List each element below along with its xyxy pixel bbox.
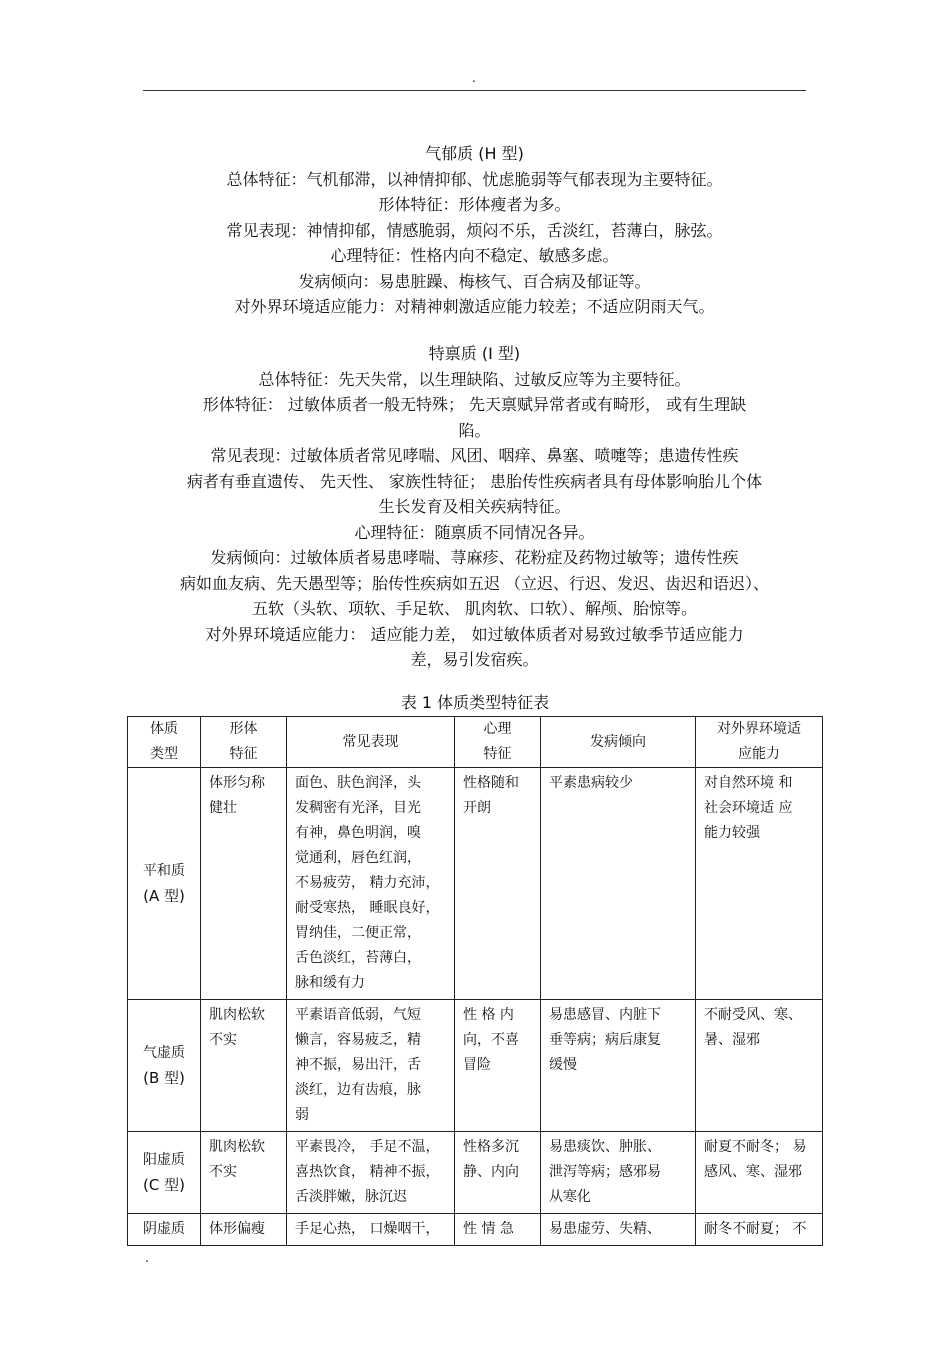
text-line: 对自然环境 和 <box>704 775 793 791</box>
psych-cell <box>455 768 541 1000</box>
text-line: 常见表现：过敏体质者常见哮喘、风团、咽痒、鼻塞、喷嚏等；患遗传性疾 <box>210 446 739 465</box>
text-line: 耐冬不耐夏； 不 <box>704 1221 807 1237</box>
text-line: 差，易引发宿疾。 <box>410 650 539 669</box>
text-line: 脉和缓有力 <box>295 975 365 991</box>
text-line: 舌色淡红，苔薄白， <box>295 950 421 966</box>
text-line: 肌肉松软 <box>209 1139 265 1155</box>
text-line: 觉通利，唇色红润， <box>295 850 421 866</box>
type-name: 平和质 <box>143 862 185 879</box>
type-cell <box>128 1000 201 1132</box>
type-cell <box>128 1214 201 1246</box>
text-line: 发稠密有光泽，目光 <box>295 800 421 816</box>
text-line: 对外界环境适 <box>717 721 801 737</box>
section-tebing <box>143 341 806 673</box>
table-caption: 表 1 体质类型特征表 <box>400 693 550 712</box>
text-line: 常见表现：神情抑郁，情感脆弱，烦闷不乐，舌淡红，苔薄白，脉弦。 <box>226 220 723 240</box>
text-line: 心理特征：随禀质不同情况各异。 <box>354 522 595 542</box>
text-line: 向，不喜 <box>463 1032 519 1048</box>
text-line: 形体特征：形体瘦者为多。 <box>378 195 571 214</box>
psych-cell <box>455 1000 541 1132</box>
disease-cell <box>541 1214 696 1246</box>
text-line: 体形匀称 <box>209 775 265 791</box>
text-line: 性 情 急 <box>463 1221 514 1237</box>
text-line: 冒险 <box>463 1057 491 1073</box>
text-line: 弱 <box>295 1107 309 1123</box>
header-disease <box>541 717 696 768</box>
text-line: 静、内向 <box>463 1164 519 1180</box>
signs-cell <box>287 1000 455 1132</box>
text-line: 有神，鼻色明润，嗅 <box>295 825 421 841</box>
type-cell <box>128 1132 201 1214</box>
text-line: 胃纳佳，二便正常， <box>295 925 421 941</box>
text-line: 易患感冒、内脏下 <box>549 1007 661 1023</box>
adapt-cell <box>696 1132 823 1214</box>
header-mark: . <box>472 71 476 85</box>
text-line: 气郁质 (H 型) <box>425 144 524 163</box>
text-line: 总体特征：先天失常，以生理缺陷、过敏反应等为主要特征。 <box>258 369 691 389</box>
text-line: 形体 <box>229 721 258 737</box>
table-row <box>128 768 823 1000</box>
body-cell <box>201 1132 287 1214</box>
text-line: 性格随和 <box>463 775 519 791</box>
text-line: 泄泻等病；感邪易 <box>549 1164 661 1180</box>
text-line: 不实 <box>209 1164 237 1180</box>
header-adapt <box>696 717 823 768</box>
text-line: 病者有垂直遗传、 先天性、 家族性特征； 患胎传性疾病者具有母体影响胎儿个体 <box>186 471 763 491</box>
header-type <box>128 717 201 768</box>
table-row <box>128 1214 823 1246</box>
text-line: 类型 <box>150 746 178 762</box>
text-line: 五软（头软、项软、手足软、 肌肉软、口软）、解颅、胎惊等。 <box>251 599 698 618</box>
disease-cell <box>541 1132 696 1214</box>
signs-cell <box>287 768 455 1000</box>
text-line: 对外界环境适应能力：对精神刺激适应能力较差；不适应阴雨天气。 <box>234 297 715 316</box>
disease-cell <box>541 768 696 1000</box>
text-line: 对外界环境适应能力： 适应能力差， 如过敏体质者对易致过敏季节适应能力 <box>205 624 744 644</box>
text-line: 手足心热， 口燥咽干， <box>295 1221 440 1237</box>
text-line: 神不振，易出汗，舌 <box>295 1057 421 1073</box>
text-line: 平素语音低弱，气短 <box>295 1007 421 1023</box>
text-line: 特征 <box>483 746 512 762</box>
text-line: 耐受寒热， 睡眠良好， <box>295 900 440 916</box>
text-line: 发病倾向：过敏体质者易患哮喘、荨麻疹、花粉症及药物过敏等；遗传性疾 <box>210 548 739 567</box>
text-line: 社会环境适 应 <box>704 800 793 816</box>
text-line: 感风、寒、湿邪 <box>704 1164 802 1180</box>
type-name: 阴虚质 <box>143 1221 185 1237</box>
text-line: 性 格 内 <box>463 1007 514 1023</box>
type-code: (C 型) <box>143 1175 185 1194</box>
table-header-row <box>128 717 823 768</box>
text-line: 能力较强 <box>704 825 760 841</box>
text-line: 面色、肤色润泽，头 <box>295 775 421 791</box>
type-name: 阳虚质 <box>143 1151 185 1168</box>
text-line: 常见表现 <box>342 733 399 750</box>
text-line: 易患虚劳、失精、 <box>549 1221 661 1237</box>
text-line: 喜热饮食， 精神不振， <box>295 1164 440 1180</box>
text-line: 耐夏不耐冬； 易 <box>704 1139 807 1155</box>
text-line: 暑、湿邪 <box>704 1032 760 1048</box>
text-line: 总体特征：气机郁滞，以神情抑郁、忧虑脆弱等气郁表现为主要特征。 <box>226 169 723 189</box>
signs-cell <box>287 1132 455 1214</box>
text-line: 垂等病；病后康复 <box>549 1032 661 1048</box>
body-cell <box>201 768 287 1000</box>
text-line: 体质 <box>150 721 178 737</box>
type-cell <box>128 768 201 1000</box>
text-line: 特征 <box>229 746 258 762</box>
body-cell <box>201 1214 287 1246</box>
section-qiyu <box>143 141 806 320</box>
text-line: 性格多沉 <box>463 1139 519 1155</box>
disease-cell <box>541 1000 696 1132</box>
type-code: (B 型) <box>143 1068 185 1087</box>
constitution-table <box>127 716 823 1246</box>
text-line: 心理 <box>483 721 512 737</box>
text-line: 从寒化 <box>549 1189 591 1205</box>
text-line: 生长发育及相关疾病特征。 <box>378 497 571 516</box>
adapt-cell <box>696 768 823 1000</box>
text-line: 舌淡胖嫩，脉沉迟 <box>295 1189 407 1205</box>
adapt-cell <box>696 1000 823 1132</box>
text-line: 发病倾向：易患脏躁、梅核气、百合病及郁证等。 <box>298 271 651 291</box>
text-line: 陷。 <box>458 420 491 440</box>
type-name: 气虚质 <box>143 1044 185 1061</box>
table-clip <box>127 716 822 1237</box>
text-line: 平素患病较少 <box>549 775 633 791</box>
type-code: (A 型) <box>143 886 185 905</box>
text-line: 不耐受风、寒、 <box>704 1007 802 1023</box>
text-line: 开朗 <box>463 800 491 816</box>
text-line: 健壮 <box>209 800 237 816</box>
body-cell <box>201 1000 287 1132</box>
table-body <box>128 768 823 1246</box>
table-row <box>128 1000 823 1132</box>
header-rule <box>143 90 806 91</box>
text-line: 不实 <box>209 1032 237 1048</box>
text-line: 平素畏冷， 手足不温， <box>295 1139 440 1155</box>
header-signs <box>287 717 455 768</box>
text-line: 病如血友病、先天愚型等；胎传性疾病如五迟 （立迟、行迟、发迟、齿迟和语迟）、 <box>179 573 770 593</box>
table-row <box>128 1132 823 1214</box>
text-line: 心理特征：性格内向不稳定、敏感多虑。 <box>330 246 619 265</box>
header-psych <box>455 717 541 768</box>
text-line: 易患痰饮、肿胀、 <box>549 1139 661 1155</box>
text-line: 不易疲劳， 精力充沛， <box>295 875 440 891</box>
text-line: 应能力 <box>738 746 780 762</box>
text-line: 肌肉松软 <box>209 1007 265 1023</box>
text-line: 特禀质 (I 型) <box>428 344 521 363</box>
text-line: 发病倾向 <box>590 733 646 750</box>
text-line: 形体特征： 过敏体质者一般无特殊； 先天禀赋异常者或有畸形， 或有生理缺 <box>202 395 747 414</box>
text-line: 体形偏瘦 <box>209 1221 265 1237</box>
signs-cell <box>287 1214 455 1246</box>
text-line: 缓慢 <box>549 1057 577 1073</box>
header-body <box>201 717 287 768</box>
text-line: 懒言，容易疲乏，精 <box>295 1032 421 1048</box>
adapt-cell <box>696 1214 823 1246</box>
psych-cell <box>455 1214 541 1246</box>
psych-cell <box>455 1132 541 1214</box>
footer-mark: . <box>145 1251 149 1265</box>
text-line: 淡红，边有齿痕，脉 <box>295 1082 421 1098</box>
